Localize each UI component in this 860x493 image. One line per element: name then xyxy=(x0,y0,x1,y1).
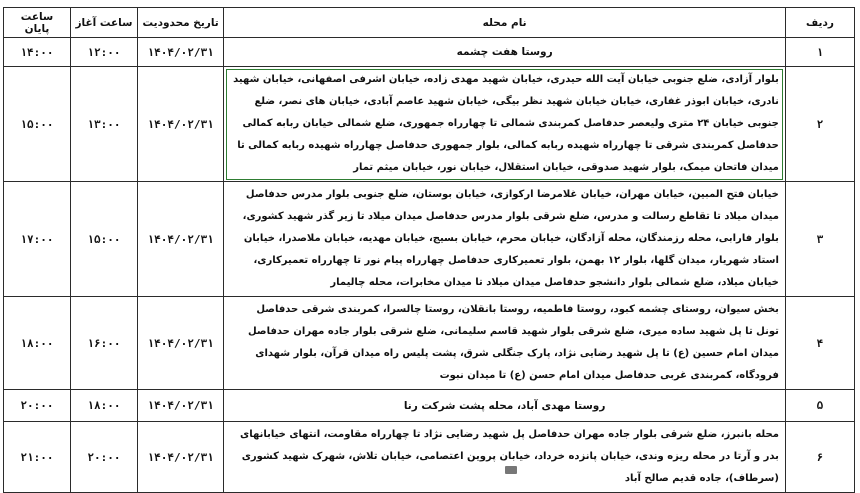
row-number: ۵ xyxy=(785,390,854,422)
table-row xyxy=(4,38,855,67)
area-cell: خیابان فتح المبین، خیابان مهران، خیابان غلامرضا ارکوازی، خیابان بوستان، ضلع جنوبی بلوار مدرس حدفاصل میدان میلاد تا تقاطع رسالت و مدرس، ضلع شرقی بلوار مدرس حدفاصل میدان میلاد تا زیر گذر شهید کشوری، بلوار فارابی، محله رزمندگان، محله آزادگان، خیابان محرم، خیابان بسیج، خیابان مهدیه، خیابان ملاصدرا، خیابان استاد شهریار، میدان گلها، بلوار ۱۲ بهمن، بلوار تعمیرکاری حدفاصل چهارراه پیام نور تا چهارراه تعمیرکاری، خیابان میلاد، ضلع شمالی بلوار دانشجو حدفاصل میدان میلاد تا میدان مخابرات، محله چالیمار xyxy=(224,182,786,297)
date-cell: ۱۴۰۴/۰۲/۳۱ xyxy=(137,297,223,390)
end-time-cell: ۲۱:۰۰ xyxy=(4,422,71,493)
start-time-cell: ۱۶:۰۰ xyxy=(70,297,137,390)
area-cell: محله بانبرز، ضلع شرقی بلوار جاده مهران حدفاصل پل شهید رضایی نژاد تا چهارراه مقاومت، انتهای خیابانهای بدر و آرتا در محله ریزه وندی، خیابان پانزده خرداد، خیابان پروین اعتصامی، خیابان تلاش، شهرک شهید کشوری (سرطاف)، جاده قدیم صالح آباد xyxy=(224,422,786,493)
start-time-cell: ۱۳:۰۰ xyxy=(70,67,137,182)
start-time-cell: ۱۵:۰۰ xyxy=(70,182,137,297)
start-time-cell: ۲۰:۰۰ xyxy=(70,422,137,493)
date-cell: ۱۴۰۴/۰۲/۳۱ xyxy=(137,182,223,297)
table-row xyxy=(4,182,855,297)
date-cell: ۱۴۰۴/۰۲/۳۱ xyxy=(137,67,223,182)
header-area: نام محله xyxy=(224,8,786,38)
header-date: تاریخ محدودیت xyxy=(137,8,223,38)
date-cell: ۱۴۰۴/۰۲/۳۱ xyxy=(137,390,223,422)
header-row-number: ردیف xyxy=(785,8,854,38)
header-row xyxy=(4,8,855,38)
start-time-cell: ۱۲:۰۰ xyxy=(70,38,137,67)
start-time-cell: ۱۸:۰۰ xyxy=(70,390,137,422)
table-row xyxy=(4,390,855,422)
small-mark-icon xyxy=(505,466,517,474)
area-cell: بلوار آزادی، ضلع جنوبی خیابان آیت الله حیدری، خیابان شهید مهدی زاده، خیابان اشرفی اصفهانی، خیابان شهید نادری، خیابان ابوذر غفاری، خیابان خیابان شهید نظر بیگی، خیابان شهید عاصم آبادی، خیابان های نصر، ضلع جنوبی خیابان ۲۴ متری ولیعصر حدفاصل کمربندی شمالی تا چهارراه جمهوری، ضلع شمالی خیابان ربابه کمالی حدفاصل کمربندی شرقی تا چهارراه شهیده ربابه کمالی، بلوار جمهوری حدفاصل چهارراه شهیده ربابه کمالی تا میدان فاتحان میمک، بلوار شهید صدوقی، خیابان استقلال، خیابان نور، خیابان میثم تمار xyxy=(224,67,786,182)
outage-schedule-table xyxy=(3,7,855,493)
end-time-cell: ۱۸:۰۰ xyxy=(4,297,71,390)
header-start-time: ساعت آغاز xyxy=(70,8,137,38)
row-number: ۳ xyxy=(785,182,854,297)
date-cell: ۱۴۰۴/۰۲/۳۱ xyxy=(137,38,223,67)
row-number: ۲ xyxy=(785,67,854,182)
area-cell: روستا هفت چشمه xyxy=(224,38,786,67)
end-time-cell: ۱۴:۰۰ xyxy=(4,38,71,67)
header-end-time: ساعت پایان xyxy=(4,8,71,38)
table-row xyxy=(4,297,855,390)
row-number: ۴ xyxy=(785,297,854,390)
table-row xyxy=(4,67,855,182)
end-time-cell: ۱۷:۰۰ xyxy=(4,182,71,297)
table-row xyxy=(4,422,855,493)
row-number: ۱ xyxy=(785,38,854,67)
end-time-cell: ۱۵:۰۰ xyxy=(4,67,71,182)
end-time-cell: ۲۰:۰۰ xyxy=(4,390,71,422)
area-cell: بخش سیوان، روستای چشمه کبود، روستا فاطمیه، روستا بانقلان، روستا چالسرا، کمربندی شرقی حدفاصل تونل تا پل شهید ساده میری، ضلع شرقی بلوار شهید قاسم سلیمانی، ضلع شرقی بلوار جاده مهران حدفاصل میدان امام حسین (ع) تا پل شهید رضایی نژاد، پارک جنگلی شرق، پشت پلیس راه میدان قرآن، بلوار شهدای فرودگاه، کمربندی غربی حدفاصل میدان امام حسن (ع) تا میدان نبوت xyxy=(224,297,786,390)
row-number: ۶ xyxy=(785,422,854,493)
date-cell: ۱۴۰۴/۰۲/۳۱ xyxy=(137,422,223,493)
area-cell: روستا مهدی آباد، محله پشت شرکت رنا xyxy=(224,390,786,422)
